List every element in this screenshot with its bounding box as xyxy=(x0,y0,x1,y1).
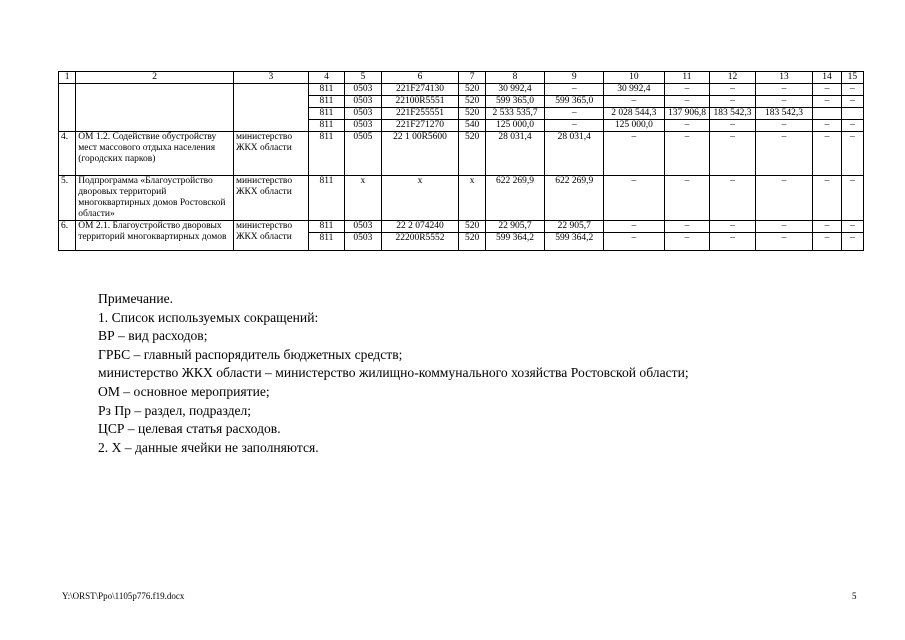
table-cell: – xyxy=(841,221,863,233)
table-cell: – xyxy=(841,120,863,132)
table-cell: – xyxy=(710,84,756,96)
table-cell: – xyxy=(710,132,756,176)
notes-line: ЦСР – целевая статья расходов. xyxy=(98,421,281,437)
table-cell: – xyxy=(604,176,665,221)
table-cell: 811 xyxy=(308,176,344,221)
table-cell: – xyxy=(604,132,665,176)
table-cell: 520 xyxy=(459,108,485,120)
data-table xyxy=(58,71,864,251)
notes-line: ОМ – основное мероприятие; xyxy=(98,383,270,399)
header-cell: 14 xyxy=(813,72,841,84)
table-cell: 22 2 074240 xyxy=(381,221,459,233)
table-cell: – xyxy=(710,120,756,132)
table-cell: – xyxy=(664,96,710,108)
table-cell: 28 031,4 xyxy=(485,132,545,176)
table-cell: – xyxy=(664,233,710,251)
table-cell: 221F271270 xyxy=(381,120,459,132)
table-cell: 22 1 00R5600 xyxy=(381,132,459,176)
header-cell: 8 xyxy=(485,72,545,84)
table-cell: – xyxy=(710,233,756,251)
header-cell: 9 xyxy=(545,72,604,84)
table-cell xyxy=(76,84,234,132)
table-cell: – xyxy=(813,120,841,132)
table-cell: 0503 xyxy=(345,221,381,233)
header-cell: 12 xyxy=(710,72,756,84)
table-cell: 540 xyxy=(459,120,485,132)
table-cell: 811 xyxy=(308,233,344,251)
header-cell: 2 xyxy=(76,72,234,84)
table-cell: – xyxy=(813,96,841,108)
table-cell: 183 542,3 xyxy=(710,108,756,120)
table-cell: – xyxy=(813,221,841,233)
table-cell: 0503 xyxy=(345,233,381,251)
table-cell: 0503 xyxy=(345,96,381,108)
table-cell: 811 xyxy=(308,221,344,233)
table-cell: 2 028 544,3 xyxy=(604,108,665,120)
table-cell: – xyxy=(664,120,710,132)
table-cell: 0505 xyxy=(345,132,381,176)
notes-block xyxy=(98,290,689,457)
table-cell: 811 xyxy=(308,84,344,96)
table-cell: – xyxy=(813,132,841,176)
table-cell: 30 992,4 xyxy=(604,84,665,96)
table-cell: 28 031,4 xyxy=(545,132,604,176)
table-cell: 622 269,9 xyxy=(545,176,604,221)
row-title: Подпрограмма «Благоустройство дворовых территорий многоквартирных домов Ростовской области» xyxy=(76,176,234,221)
header-cell: 3 xyxy=(233,72,308,84)
table-cell: 125 000,0 xyxy=(485,120,545,132)
table-cell: 520 xyxy=(459,84,485,96)
table-cell: – xyxy=(604,221,665,233)
table-cell: х xyxy=(459,176,485,221)
table-cell: – xyxy=(664,176,710,221)
row-title: ОМ 2.1. Благоустройство дворовых территорий многоквартирных домов xyxy=(76,221,234,251)
table-cell: – xyxy=(545,120,604,132)
header-cell: 4 xyxy=(308,72,344,84)
table-row xyxy=(59,176,864,221)
table-cell: 22200R5552 xyxy=(381,233,459,251)
table-cell: – xyxy=(604,96,665,108)
table-cell: х xyxy=(345,176,381,221)
table-cell: – xyxy=(755,96,813,108)
table-cell: 221F274130 xyxy=(381,84,459,96)
table-cell: – xyxy=(664,84,710,96)
row-title: ОМ 1.2. Содействие обустройству мест массового отдыха населения (городских парков) xyxy=(76,132,234,176)
table-cell: – xyxy=(813,233,841,251)
notes-line: 2. Х – данные ячейки не заполняются. xyxy=(98,439,319,455)
table-cell: – xyxy=(755,84,813,96)
header-cell: 1 xyxy=(59,72,76,84)
table-row xyxy=(59,221,864,233)
header-cell: 13 xyxy=(755,72,813,84)
table-cell: – xyxy=(664,132,710,176)
notes-line: ГРБС – главный распорядитель бюджетных средств; xyxy=(98,346,403,362)
table-cell: – xyxy=(545,84,604,96)
notes-title: Примечание. xyxy=(98,291,174,306)
table-cell xyxy=(59,84,76,132)
table-cell: 30 992,4 xyxy=(485,84,545,96)
table-cell: – xyxy=(813,84,841,96)
table-cell: 0503 xyxy=(345,84,381,96)
notes-line: Рз Пр – раздел, подраздел; xyxy=(98,402,252,418)
row-executor: министерство ЖКХ области xyxy=(233,132,308,176)
table-cell: 221F255551 xyxy=(381,108,459,120)
header-cell: 15 xyxy=(841,72,863,84)
table-cell: – xyxy=(710,176,756,221)
table-cell: – xyxy=(755,120,813,132)
table-cell: – xyxy=(545,108,604,120)
header-cell: 10 xyxy=(604,72,665,84)
table-cell: 599 364,2 xyxy=(485,233,545,251)
table-row xyxy=(59,84,864,96)
table-cell: – xyxy=(664,221,710,233)
table-cell: 22100R5551 xyxy=(381,96,459,108)
header-cell: 11 xyxy=(664,72,710,84)
table-cell: 520 xyxy=(459,233,485,251)
table-header-row xyxy=(59,72,864,84)
table-cell: 520 xyxy=(459,132,485,176)
row-number: 4. xyxy=(59,132,76,176)
table-cell: 22 905,7 xyxy=(545,221,604,233)
table-cell: 811 xyxy=(308,108,344,120)
table-cell: 520 xyxy=(459,96,485,108)
table-cell: 183 542,3 xyxy=(755,108,813,120)
table-cell: 811 xyxy=(308,132,344,176)
table-cell: 125 000,0 xyxy=(604,120,665,132)
table-cell: 599 364,2 xyxy=(545,233,604,251)
table-cell: 22 905,7 xyxy=(485,221,545,233)
table-cell: – xyxy=(755,233,813,251)
table-cell: 0503 xyxy=(345,120,381,132)
table-cell: – xyxy=(841,132,863,176)
row-number: 5. xyxy=(59,176,76,221)
row-executor: министерство ЖКХ области xyxy=(233,176,308,221)
table-cell: – xyxy=(755,221,813,233)
table-cell xyxy=(841,108,863,120)
notes-line: министерство ЖКХ области – министерство жилищно-коммунального хозяйства Ростовской области; xyxy=(98,365,689,381)
table-cell: – xyxy=(841,176,863,221)
table-cell: 2 533 535,7 xyxy=(485,108,545,120)
table-cell: – xyxy=(710,221,756,233)
table-cell: – xyxy=(841,84,863,96)
header-cell: 5 xyxy=(345,72,381,84)
table-cell: – xyxy=(710,96,756,108)
table-cell: 811 xyxy=(308,96,344,108)
page-number: 5 xyxy=(852,591,857,601)
header-cell: 6 xyxy=(381,72,459,84)
table-cell: – xyxy=(813,176,841,221)
table-cell xyxy=(813,108,841,120)
table-cell: 599 365,0 xyxy=(545,96,604,108)
table-cell: х xyxy=(381,176,459,221)
table-row xyxy=(59,132,864,176)
header-cell: 7 xyxy=(459,72,485,84)
table-cell: – xyxy=(841,96,863,108)
table-cell: 811 xyxy=(308,120,344,132)
table-cell: – xyxy=(604,233,665,251)
table-cell: 137 906,8 xyxy=(664,108,710,120)
table-cell: – xyxy=(755,176,813,221)
notes-line: 1. Список используемых сокращений: xyxy=(98,309,319,325)
row-executor: министерство ЖКХ области xyxy=(233,221,308,251)
table-cell: – xyxy=(841,233,863,251)
table-cell: 622 269,9 xyxy=(485,176,545,221)
table-cell xyxy=(233,84,308,132)
footer-file-path: Y:\ORST\Ppo\1105p776.f19.docx xyxy=(62,591,185,601)
table-cell: 520 xyxy=(459,221,485,233)
row-number: 6. xyxy=(59,221,76,251)
table-cell: – xyxy=(755,132,813,176)
notes-line: ВР – вид расходов; xyxy=(98,328,208,344)
table-cell: 0503 xyxy=(345,108,381,120)
table-cell: 599 365,0 xyxy=(485,96,545,108)
